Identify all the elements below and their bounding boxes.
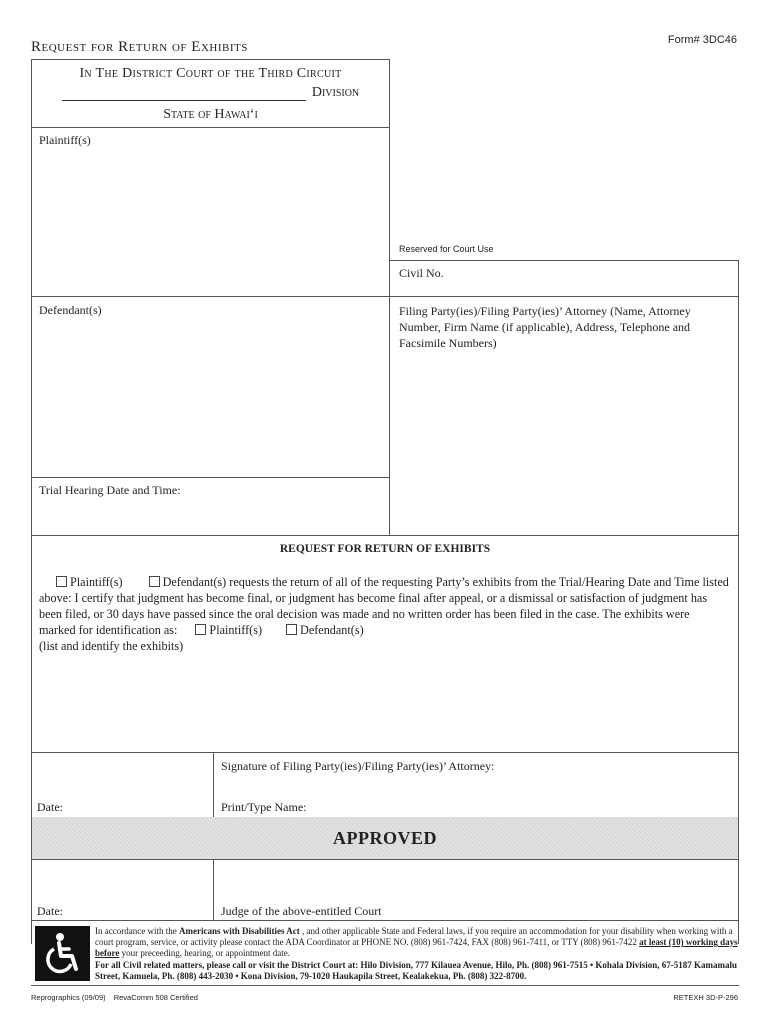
approved-label: APPROVED bbox=[333, 828, 437, 848]
signature-label: Signature of Filing Party(ies)/Filing Party(ies)’ Attorney: bbox=[221, 759, 495, 773]
marked-defendant-checkbox[interactable] bbox=[286, 624, 297, 635]
ada-notice bbox=[95, 926, 740, 982]
ada-text-1: In accordance with the bbox=[95, 926, 179, 936]
defendant-checkbox[interactable] bbox=[149, 576, 160, 587]
ada-civil-contacts: For all Civil related matters, please call or visit the District Court at: Hilo Division, 777 Kilauea Avenue, Hilo, Ph. (808) 961-7515 • Kohala Division, 67-5187 Kamamalu Street, Kamuela, Ph. (808) 443-2030 • Kona Division, 79-1020 Haukapila Street, Kealakekua, Ph. (808) 322-8700. bbox=[95, 959, 737, 981]
plaintiffs-label: Plaintiff(s) bbox=[39, 133, 91, 147]
approved-band bbox=[32, 817, 738, 859]
defendants-top-rule bbox=[31, 296, 739, 297]
footer-rule bbox=[31, 985, 739, 986]
plaintiffs-area[interactable] bbox=[32, 150, 388, 294]
column-divider bbox=[389, 59, 390, 535]
marked-plaintiff-checkbox[interactable] bbox=[195, 624, 206, 635]
plaintiff-option: Plaintiff(s) bbox=[70, 575, 123, 589]
approved-bottom-rule bbox=[31, 859, 739, 860]
defendants-label: Defendant(s) bbox=[39, 303, 102, 317]
footer-code: RETEXH 3D-P-296 bbox=[673, 993, 738, 1002]
print-name-label: Print/Type Name: bbox=[221, 800, 307, 814]
footer-reprographics bbox=[31, 993, 198, 1002]
ada-deadline: at least (10) working days before bbox=[95, 937, 738, 959]
ada-text-3: your preceeding, hearing, or appointment date. bbox=[119, 948, 291, 959]
request-heading: REQUEST FOR RETURN OF EXHIBITS bbox=[279, 543, 491, 555]
court-caption bbox=[31, 59, 390, 128]
signature-date-label: Date: bbox=[37, 800, 63, 814]
judge-label: Judge of the above-entitled Court bbox=[221, 904, 382, 918]
ada-text-2: , and other applicable State and Federal laws, if you require an accommodation for your disability when working with a court program, service, or activity please contact the ADA Coordinator at PHONE NO. (808) 961-7424, FAX (808) 961-7411, or TTY (808) 961-7422 bbox=[95, 926, 733, 948]
trial-hearing-label: Trial Hearing Date and Time: bbox=[39, 483, 181, 497]
request-top-rule bbox=[31, 535, 739, 536]
ada-act-name: Americans with Disabilities Act bbox=[178, 926, 300, 936]
filing-party-label: Filing Party(ies)/Filing Party(ies)’ Attorney (Name, Attorney Number, Firm Name (if applicable), Address, Telephone and Facsimile Numbers) bbox=[399, 304, 691, 350]
state-name: State of Hawaiʻi bbox=[163, 107, 258, 122]
marked-defendant-label: Defendant(s) bbox=[300, 623, 364, 637]
judge-bottom-rule bbox=[31, 920, 739, 921]
division-label: Division bbox=[311, 85, 360, 100]
wheelchair-icon bbox=[35, 926, 90, 981]
defendant-option-text: Defendant(s) requests the return of all of the requesting Party’s exhibits from the Trial/Hearing Date and Time listed above: I certify that judgment has become final, or judgment has become final after appeal, or a dismissal or satisfaction of judgment has been filed, or 30 days have passed since the oral decision was made and no written order has been filed in the case. The exhibits were marked for identification as: bbox=[39, 575, 729, 637]
plaintiff-checkbox[interactable] bbox=[56, 576, 67, 587]
reserved-label: Reserved for Court Use bbox=[399, 244, 494, 254]
signature-top-rule bbox=[31, 752, 739, 753]
division-line bbox=[32, 85, 389, 101]
caption-bottom-rule bbox=[31, 127, 389, 128]
defendants-area[interactable] bbox=[32, 320, 388, 475]
request-paragraph bbox=[39, 574, 729, 654]
trial-top-rule bbox=[31, 477, 389, 478]
right-border-upper bbox=[738, 260, 739, 944]
approval-date-label: Date: bbox=[37, 904, 63, 918]
marked-plaintiff-label: Plaintiff(s) bbox=[209, 623, 263, 637]
footer-reprographics-text: Reprographics (09/09) bbox=[31, 993, 106, 1002]
division-blank[interactable] bbox=[62, 89, 306, 101]
judge-divider bbox=[213, 859, 214, 920]
civil-no-label: Civil No. bbox=[399, 266, 444, 280]
form-title: Request for Return of Exhibits bbox=[31, 39, 248, 55]
civil-no-top-rule bbox=[389, 260, 739, 261]
court-name: In The District Court of the Third Circuit bbox=[79, 66, 342, 81]
signature-divider bbox=[213, 752, 214, 817]
list-exhibits-note: (list and identify the exhibits) bbox=[39, 639, 184, 653]
form-number: Form# 3DC46 bbox=[667, 34, 737, 46]
footer-certified: RevaComm 508 Certified bbox=[113, 993, 198, 1002]
